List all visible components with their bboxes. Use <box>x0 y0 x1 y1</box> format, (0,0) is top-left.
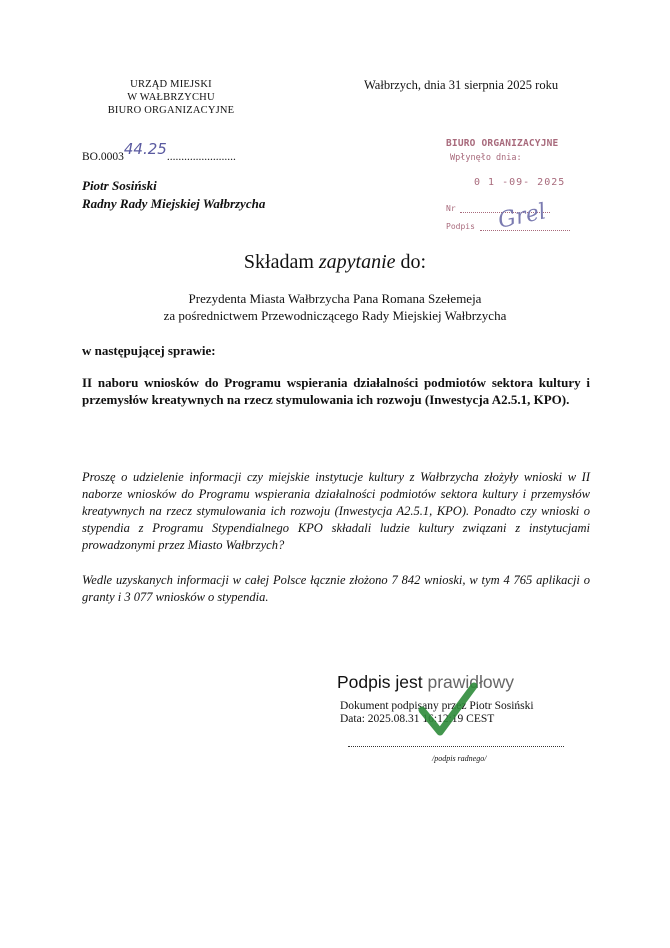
reference-prefix: BO.0003 <box>82 151 124 163</box>
addressee-line-2: za pośrednictwem Przewodniczącego Rady Miejskiej Wałbrzycha <box>163 308 507 323</box>
signature-valid-part-2: prawidłowy <box>427 672 515 692</box>
received-stamp <box>446 138 576 248</box>
addressee-line-1: Prezydenta Miasta Wałbrzycha Pana Romana Szełemeja <box>188 291 482 306</box>
body-paragraph-1: Proszę o udzielenie informacji czy miejskie instytucje kultury z Wałbrzycha złożyły wnioski w II naborze wniosków do Programu wspierania działalności podmiotów sektora kultury i przemysłów kreatywnych na rzecz stymulowania ich rozwoju (Inwestycja A2.5.1, KPO). Ponadto czy wnioski o stypendia z Programu Stypendialnego KPO składali ludzie kultury związani z instytucjami prowadzonymi przez Miasto Wałbrzych? <box>82 470 590 552</box>
stamp-title: BIURO ORGANIZACYJNE <box>446 138 559 149</box>
addressee <box>0 290 670 324</box>
heading-part-2: do: <box>395 251 427 273</box>
office-line-1: URZĄD MIEJSKI <box>130 79 212 90</box>
author-block <box>82 177 265 213</box>
issuing-office <box>96 78 246 117</box>
document-heading <box>0 251 670 274</box>
heading-part-1: Składam <box>243 251 319 273</box>
matter-label: w następującej sprawie: <box>82 343 216 358</box>
signature-date: Data: 2025.08.31 16:12:19 CEST <box>340 713 495 725</box>
stamp-date: 0 1 -09- 2025 <box>474 177 566 188</box>
signature-valid-part-1: Podpis jest <box>337 672 428 692</box>
office-line-3: BIURO ORGANIZACYJNE <box>107 105 235 116</box>
stamp-podpis-line <box>480 230 570 231</box>
signature-caption: /podpis radnego/ <box>432 754 487 763</box>
author-name: Piotr Sosiński <box>82 178 157 193</box>
signature-dotted-line <box>348 738 564 747</box>
place-date: Wałbrzych, dnia 31 sierpnia 2025 roku <box>364 78 559 92</box>
stamp-handwritten-signature: Grel <box>495 199 549 234</box>
author-role: Radny Rady Miejskiej Wałbrzycha <box>82 196 266 211</box>
signature-signed-by: Dokument podpisany przez Piotr Sosiński <box>340 700 534 712</box>
stamp-nr-label: Nr <box>446 204 456 213</box>
reference-number <box>82 140 236 164</box>
office-line-2: W WAŁBRZYCHU <box>127 92 215 103</box>
checkmark-icon <box>418 680 478 738</box>
heading-emphasis: zapytanie <box>318 251 396 273</box>
subject-text: II naboru wniosków do Programu wspierania działalności podmiotów sektora kultury i przemysłów kreatywnych na rzecz stymulowania ich rozwoju (Inwestycja A2.5.1, KPO). <box>82 375 590 407</box>
reference-dots: ........................ <box>166 151 236 163</box>
reference-handwritten: 44.25 <box>123 140 167 158</box>
body-paragraph-2: Wedle uzyskanych informacji w całej Polsce łącznie złożono 7 842 wnioski, w tym 4 765 aplikacji o granty i 3 077 wniosków o stypendia. <box>82 573 590 604</box>
stamp-podpis-label: Podpis <box>446 222 475 231</box>
stamp-received: Wpłynęło dnia: <box>450 153 522 163</box>
